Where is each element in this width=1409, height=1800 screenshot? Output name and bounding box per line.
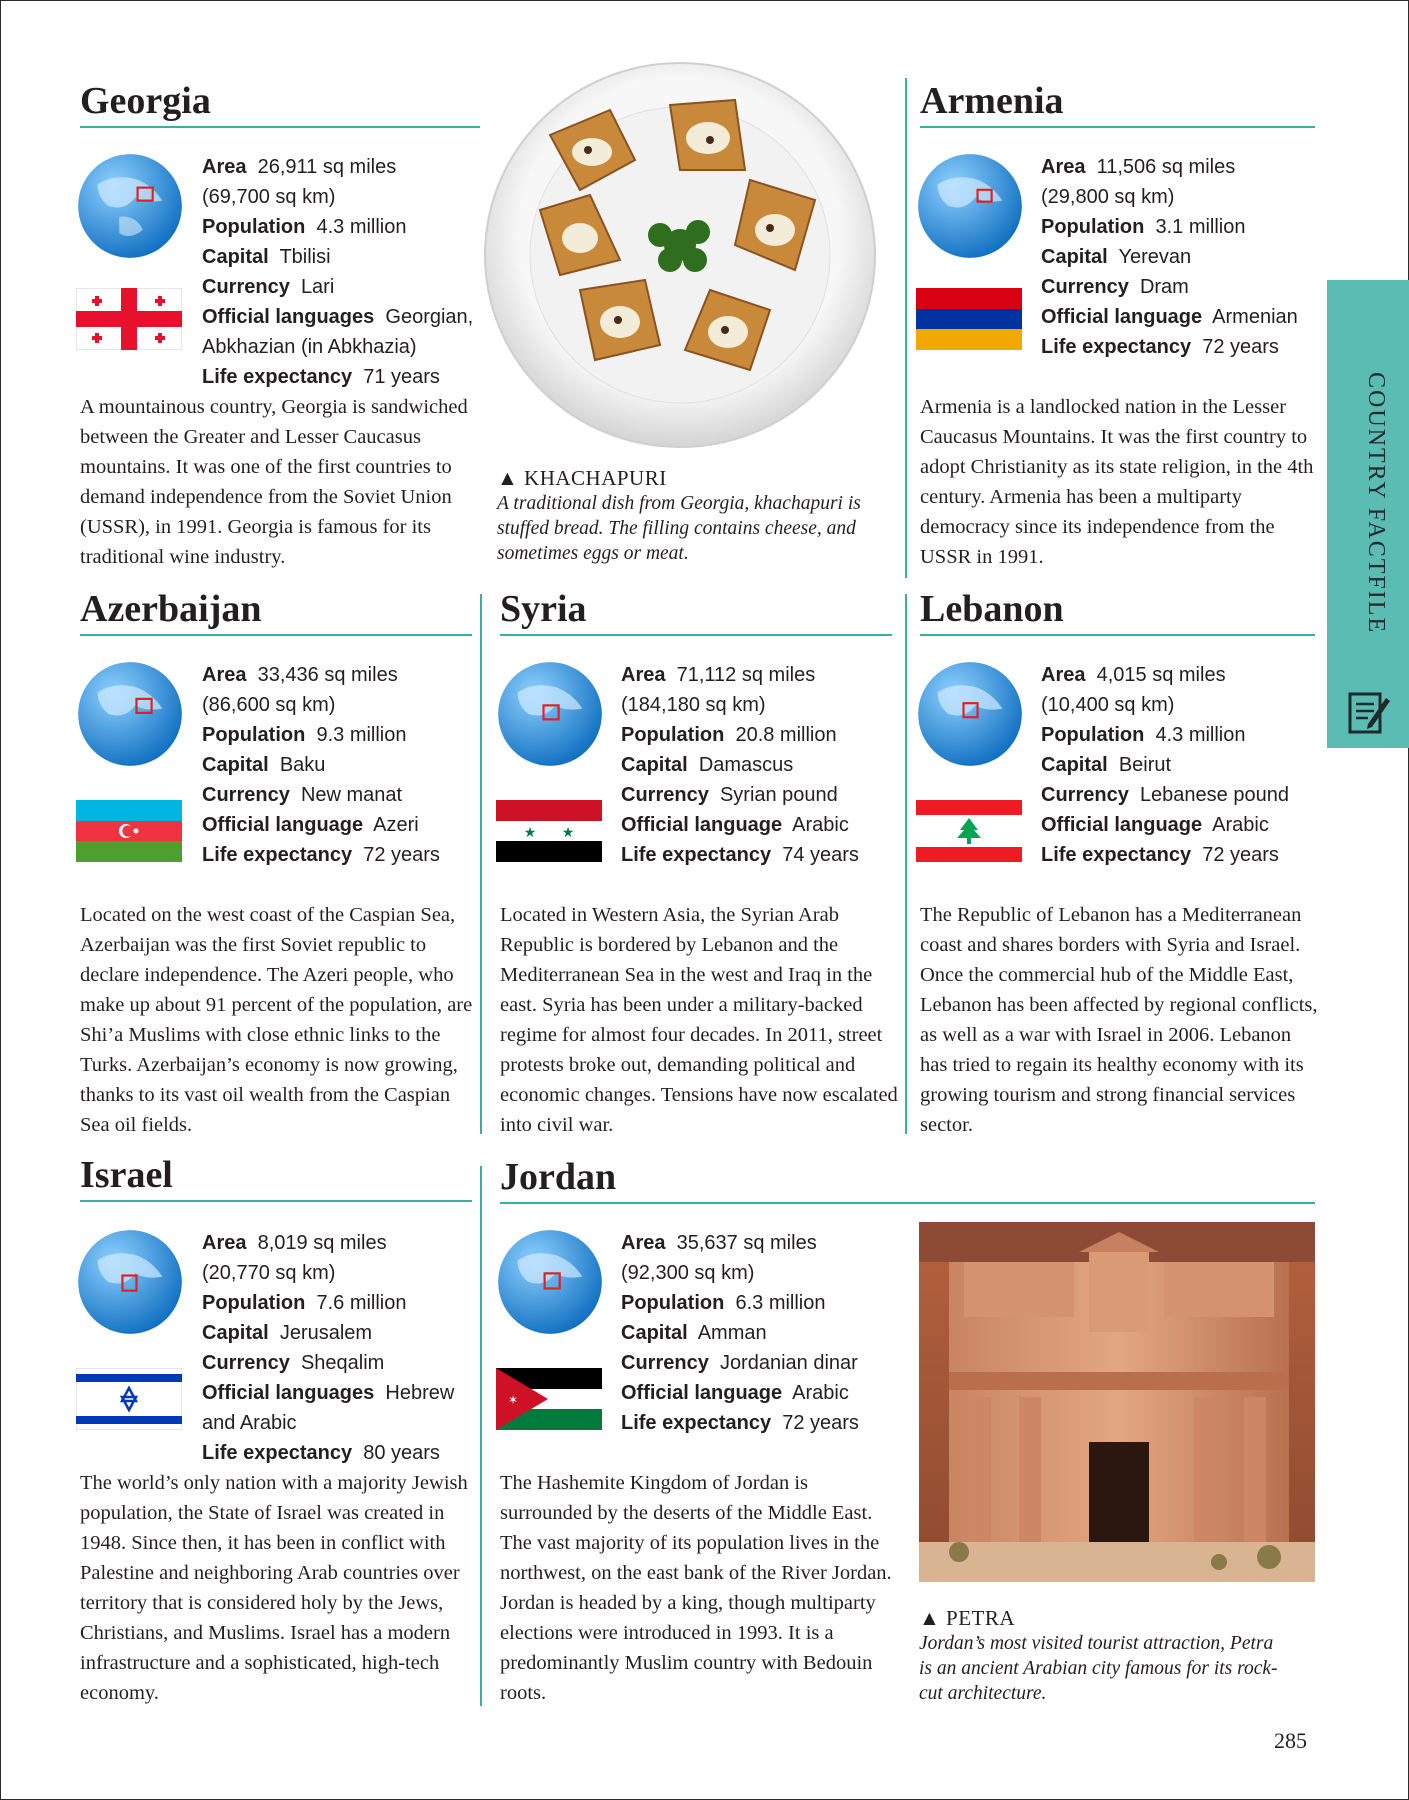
title-rule [500,1202,1315,1204]
fact-value: Beirut [1118,754,1172,776]
fact-label: Capital [1041,246,1108,268]
khachapuri-photo [470,60,890,460]
flag-israel [76,1368,182,1430]
title-rule [80,1200,472,1202]
country-description: The Republic of Lebanon has a Mediterranean coast and shares borders with Syria and Israel. Once the commercial hub of the Middle East, Lebanon has been affected by regional conflicts, as well as a war with Israel in 2006. Lebanon has tried to regain its healthy economy with its growing tourism and strong financial services sector. [920,904,1318,1136]
fact-value: Damascus [698,754,794,776]
fact-value: Abkhazian (in Abkhazia) [202,336,417,358]
fact-value: and Arabic [202,1412,297,1434]
title-rule [920,126,1315,128]
fact-value: 8,019 sq miles [257,1232,387,1254]
country-title: Israel [80,1154,173,1196]
fact-label: Population [202,1292,306,1314]
fact-value: Hebrew [385,1382,455,1404]
fact-label: Currency [202,784,290,806]
country-jordan [500,1154,1315,1204]
fact-value: Jerusalem [279,1322,373,1344]
fact-label: Area [202,156,247,178]
column-divider [905,78,907,578]
fact-value: 20.8 million [735,724,837,746]
fact-list [621,1228,859,1438]
globe-locator-icon [496,1228,604,1336]
country-description: A mountainous country, Georgia is sandwiched between the Greater and Lesser Caucasus mountains. It was one of the first countries to demand independence from the Soviet Union (USSR), in 1991. Georgia is famous for its traditional wine industry. [80,396,468,568]
fact-label: Population [202,724,306,746]
country-israel [80,1152,472,1202]
fact-value: (69,700 sq km) [202,186,336,208]
fact-label: Currency [621,784,709,806]
country-syria [500,586,892,636]
column-divider [480,594,482,1134]
title-rule [920,634,1315,636]
fact-value: (86,600 sq km) [202,694,336,716]
fact-value: 4.3 million [1155,724,1246,746]
fact-value: Yerevan [1118,246,1192,268]
fact-value: Amman [697,1322,767,1344]
fact-value: Arabic [792,814,849,836]
title-rule [500,634,892,636]
caption-title: ▲ KHACHAPURI [497,466,667,490]
fact-value: Jordanian dinar [719,1352,858,1374]
fact-label: Population [1041,724,1145,746]
page-number: 285 [1274,1728,1307,1753]
fact-list [202,1228,454,1468]
fact-value: Armenian [1212,306,1298,328]
fact-label: Capital [1041,754,1108,776]
fact-value: 7.6 million [316,1292,407,1314]
fact-label: Official languages [202,1382,375,1404]
fact-value: Sheqalim [300,1352,385,1374]
fact-value: Lebanese pound [1139,784,1289,806]
caption-title: ▲ PETRA [919,1606,1016,1630]
fact-value: 71,112 sq miles [676,664,816,686]
fact-label: Currency [202,1352,290,1374]
fact-value: 80 years [363,1442,440,1464]
fact-label: Population [621,724,725,746]
globe-locator-icon [916,152,1024,260]
petra-photo [919,1222,1315,1582]
notepad-pencil-icon [1346,688,1392,736]
title-rule [80,126,480,128]
fact-value: 72 years [1202,336,1279,358]
flag-azerbaijan [76,800,182,862]
fact-value: 26,911 sq miles [257,156,397,178]
svg-text:★: ★ [561,825,575,841]
fact-label: Currency [202,276,290,298]
fact-list [1041,660,1289,870]
globe-locator-icon [76,660,184,768]
column-divider [905,594,907,1134]
fact-label: Life expectancy [1041,336,1192,358]
fact-list [202,660,440,870]
globe-locator-icon [76,152,184,260]
fact-label: Capital [621,754,688,776]
fact-value: Arabic [792,1382,849,1404]
fact-value: (10,400 sq km) [1041,694,1175,716]
fact-value: (29,800 sq km) [1041,186,1175,208]
fact-value: 11,506 sq miles [1096,156,1236,178]
fact-value: 6.3 million [735,1292,826,1314]
fact-label: Life expectancy [621,844,772,866]
caption-text: Jordan’s most visited tourist attraction, Petra is an ancient Arabian city famous for its rock-cut architecture. [919,1633,1278,1704]
fact-label: Population [1041,216,1145,238]
fact-label: Capital [202,754,269,776]
fact-label: Official language [202,814,364,836]
fact-label: Life expectancy [1041,844,1192,866]
fact-value: Syrian pound [719,784,838,806]
fact-label: Area [202,1232,247,1254]
fact-label: Life expectancy [202,844,353,866]
fact-label: Area [202,664,247,686]
fact-list [202,152,473,392]
fact-value: 72 years [782,1412,859,1434]
fact-label: Capital [621,1322,688,1344]
country-title: Lebanon [920,588,1064,630]
fact-label: Area [621,1232,666,1254]
khachapuri-caption [497,466,897,566]
fact-value: New manat [300,784,403,806]
fact-list [1041,152,1298,362]
fact-label: Official languages [202,306,375,328]
country-title: Syria [500,588,587,630]
column-divider [480,1166,482,1706]
flag-lebanon [916,800,1022,862]
fact-label: Official language [621,814,783,836]
fact-value: Tbilisi [279,246,331,268]
globe-locator-icon [76,1228,184,1336]
fact-label: Currency [621,1352,709,1374]
caption-text: A traditional dish from Georgia, khachapuri is stuffed bread. The filling contains cheese, and sometimes eggs or meat. [497,493,861,564]
fact-label: Capital [202,246,269,268]
fact-label: Official language [1041,306,1203,328]
flag-syria [496,800,602,862]
fact-value: 9.3 million [316,724,407,746]
fact-label: Area [621,664,666,686]
country-description: The world’s only nation with a majority Jewish population, the State of Israel was created in 1948. Since then, it has been in conflict with Palestine and neighboring Arab countries over territory that is considered holy by the Jews, Christians, and Muslims. Israel has a modern infrastructure and a sophisticated, high-tech economy. [80,1472,468,1704]
flag-georgia [76,288,182,350]
country-title: Georgia [80,80,211,122]
fact-value: 3.1 million [1155,216,1246,238]
fact-label: Currency [1041,276,1129,298]
title-rule [80,634,472,636]
fact-label: Life expectancy [202,366,353,388]
fact-label: Area [1041,664,1086,686]
fact-value: 4.3 million [316,216,407,238]
fact-value: Georgian, [385,306,474,328]
country-armenia [920,78,1315,128]
fact-label: Life expectancy [621,1412,772,1434]
fact-value: (92,300 sq km) [621,1262,755,1284]
fact-value: 4,015 sq miles [1096,664,1226,686]
globe-locator-icon [496,660,604,768]
fact-value: 72 years [363,844,440,866]
fact-value: Arabic [1212,814,1269,836]
svg-text:✶: ✶ [507,1393,519,1407]
country-title: Azerbaijan [80,588,262,630]
flag-jordan [496,1368,602,1430]
country-description: Located in Western Asia, the Syrian Arab Republic is bordered by Lebanon and the Mediterranean Sea in the west and Iraq in the east. Syria has been under a military-backed regime for almost four decades. In 2011, street protests broke out, demanding political and economic changes. Tensions have now escalated into civil war. [500,904,898,1136]
flag-armenia [916,288,1022,350]
fact-value: Baku [279,754,326,776]
fact-list [621,660,859,870]
fact-value: Azeri [373,814,419,836]
fact-label: Currency [1041,784,1129,806]
fact-label: Official language [621,1382,783,1404]
fact-value: (20,770 sq km) [202,1262,336,1284]
fact-label: Area [1041,156,1086,178]
petra-caption [919,1606,1289,1706]
fact-label: Capital [202,1322,269,1344]
fact-value: Lari [300,276,335,298]
fact-label: Life expectancy [202,1442,353,1464]
fact-value: 74 years [782,844,859,866]
country-title: Armenia [920,80,1064,122]
fact-value: Dram [1139,276,1189,298]
country-description: Armenia is a landlocked nation in the Lesser Caucasus Mountains. It was the first country to adopt Christianity as its state religion, in the 4th century. Armenia has been a multiparty democracy since its independence from the USSR in 1991. [920,396,1314,568]
fact-value: 71 years [363,366,440,388]
fact-label: Official language [1041,814,1203,836]
fact-value: 72 years [1202,844,1279,866]
fact-value: 35,637 sq miles [676,1232,817,1254]
country-title: Jordan [500,1156,617,1198]
fact-label: Population [621,1292,725,1314]
country-azerbaijan [80,586,472,636]
fact-label: Population [202,216,306,238]
globe-locator-icon [916,660,1024,768]
fact-value: 33,436 sq miles [257,664,398,686]
section-tab-label: COUNTRY FACTFILE [1363,372,1389,635]
fact-value: (184,180 sq km) [621,694,766,716]
country-description: Located on the west coast of the Caspian Sea, Azerbaijan was the first Soviet republic to declare independence. The Azeri people, who make up about 91 percent of the population, are Shi’a Muslims with close ethnic links to the Turks. Azerbaijan’s economy is now growing, thanks to its vast oil wealth from the Caspian Sea oil fields. [80,904,473,1136]
svg-text:★: ★ [523,825,537,841]
country-georgia [80,78,480,128]
country-description: The Hashemite Kingdom of Jordan is surrounded by the deserts of the Middle East. The vast majority of its population lives in the northwest, on the east bank of the River Jordan. Jordan is headed by a king, though multiparty elections were introduced in 1993. It is a predominantly Muslim country with Bedouin roots. [500,1472,892,1704]
country-lebanon [920,586,1315,636]
